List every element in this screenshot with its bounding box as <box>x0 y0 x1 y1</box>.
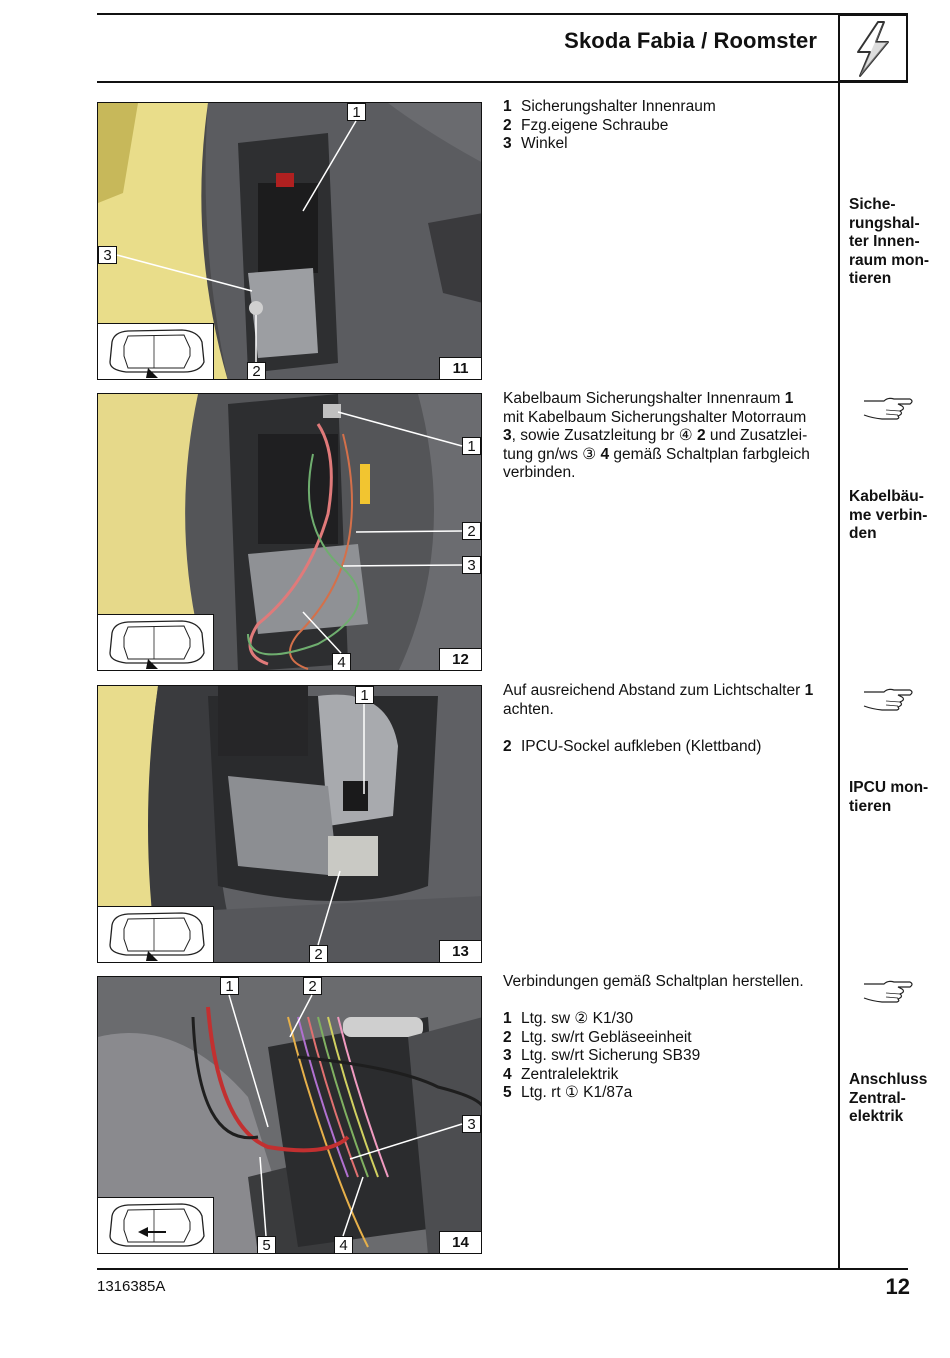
callout-1: 1 <box>220 977 239 995</box>
header-logo-box <box>840 14 908 82</box>
callout-2: 2 <box>309 945 328 963</box>
side-label-4: Anschluss Zentral- elektrik <box>849 1071 928 1125</box>
callout-3: 3 <box>462 1115 481 1133</box>
column-rule <box>838 13 840 1269</box>
pointing-hand-icon <box>862 976 914 1004</box>
section-1-text <box>503 98 833 154</box>
section-2-text: Kabelbaum Sicherungshalter Innenraum 1 mit Kabelbaum Sicherungshalter Motorraum 3, sowie Zusatzleitung br ④ 2 und Zusatzlei- tung gn/ws ③ 4 gemäß Schaltplan farbgleich verbinden. <box>503 390 810 481</box>
lightning-bolt-icon <box>840 16 906 82</box>
callout-2: 2 <box>462 522 481 540</box>
figure-number: 12 <box>439 648 481 670</box>
list-item: 4 Zentralelektrik <box>503 1065 619 1083</box>
callout-2: 2 <box>247 362 266 380</box>
callout-1: 1 <box>347 103 366 121</box>
list-item: 3 Winkel <box>503 135 568 152</box>
car-location-diagram <box>98 906 214 962</box>
section-3-text: Auf ausreichend Abstand zum Lichtschalter 1 achten. 2 IPCU-Sockel aufkleben (Klettband) <box>503 682 814 755</box>
list-item: 2 Fzg.eigene Schraube <box>503 116 669 134</box>
car-outline-icon <box>98 907 212 961</box>
car-location-diagram <box>98 323 214 379</box>
footer-rule <box>97 1268 908 1270</box>
pointing-hand-icon <box>862 393 914 421</box>
callout-1: 1 <box>355 686 374 704</box>
header-top-rule <box>97 13 908 15</box>
callout-4: 4 <box>332 653 351 671</box>
car-location-diagram <box>98 614 214 670</box>
callout-5: 5 <box>257 1236 276 1254</box>
section-4-text: Verbindungen gemäß Schaltplan herstellen. 1 Ltg. sw ② K1/30 2 Ltg. sw/rt Gebläseeinheit 3 Ltg. sw/rt Sicherung SB39 4 Zentralelektrik 5 Ltg. rt ① K1/87a <box>503 973 833 1103</box>
pointing-hand-icon <box>862 684 914 712</box>
callout-3: 3 <box>98 246 117 264</box>
callout-1: 1 <box>462 437 481 455</box>
list-item: 1 Sicherungshalter Innenraum <box>503 98 716 115</box>
list-item: 1 Ltg. sw ② K1/30 <box>503 1010 634 1027</box>
list-item: 5 Ltg. rt ① K1/87a <box>503 1084 633 1101</box>
page-title: Skoda Fabia / Roomster <box>564 28 817 53</box>
car-location-diagram <box>98 1197 214 1253</box>
doc-number: 1316385A <box>97 1278 166 1295</box>
figure-number: 11 <box>439 357 481 379</box>
list-item: 2 Ltg. sw/rt Gebläseeinheit <box>503 1028 692 1046</box>
photo-figure-13 <box>97 685 482 963</box>
photo-figure-12 <box>97 393 482 671</box>
callout-4: 4 <box>334 1236 353 1254</box>
figure-number: 13 <box>439 940 481 962</box>
photo-figure-11 <box>97 102 482 380</box>
header-bottom-rule <box>97 81 908 83</box>
car-outline-icon <box>98 1198 212 1252</box>
side-label-2: Kabelbäu- me verbin- den <box>849 488 928 542</box>
side-label-1: Siche- rungshal- ter Innen- raum mon- tieren <box>849 196 930 287</box>
figure-number: 14 <box>439 1231 481 1253</box>
callout-3: 3 <box>462 556 481 574</box>
list-item: 3 Ltg. sw/rt Sicherung SB39 <box>503 1047 701 1064</box>
page-number: 12 <box>885 1274 910 1299</box>
callout-2: 2 <box>303 977 322 995</box>
car-outline-icon <box>98 615 212 669</box>
car-outline-icon <box>98 324 212 378</box>
photo-figure-14 <box>97 976 482 1254</box>
side-label-3: IPCU mon- tieren <box>849 779 929 815</box>
